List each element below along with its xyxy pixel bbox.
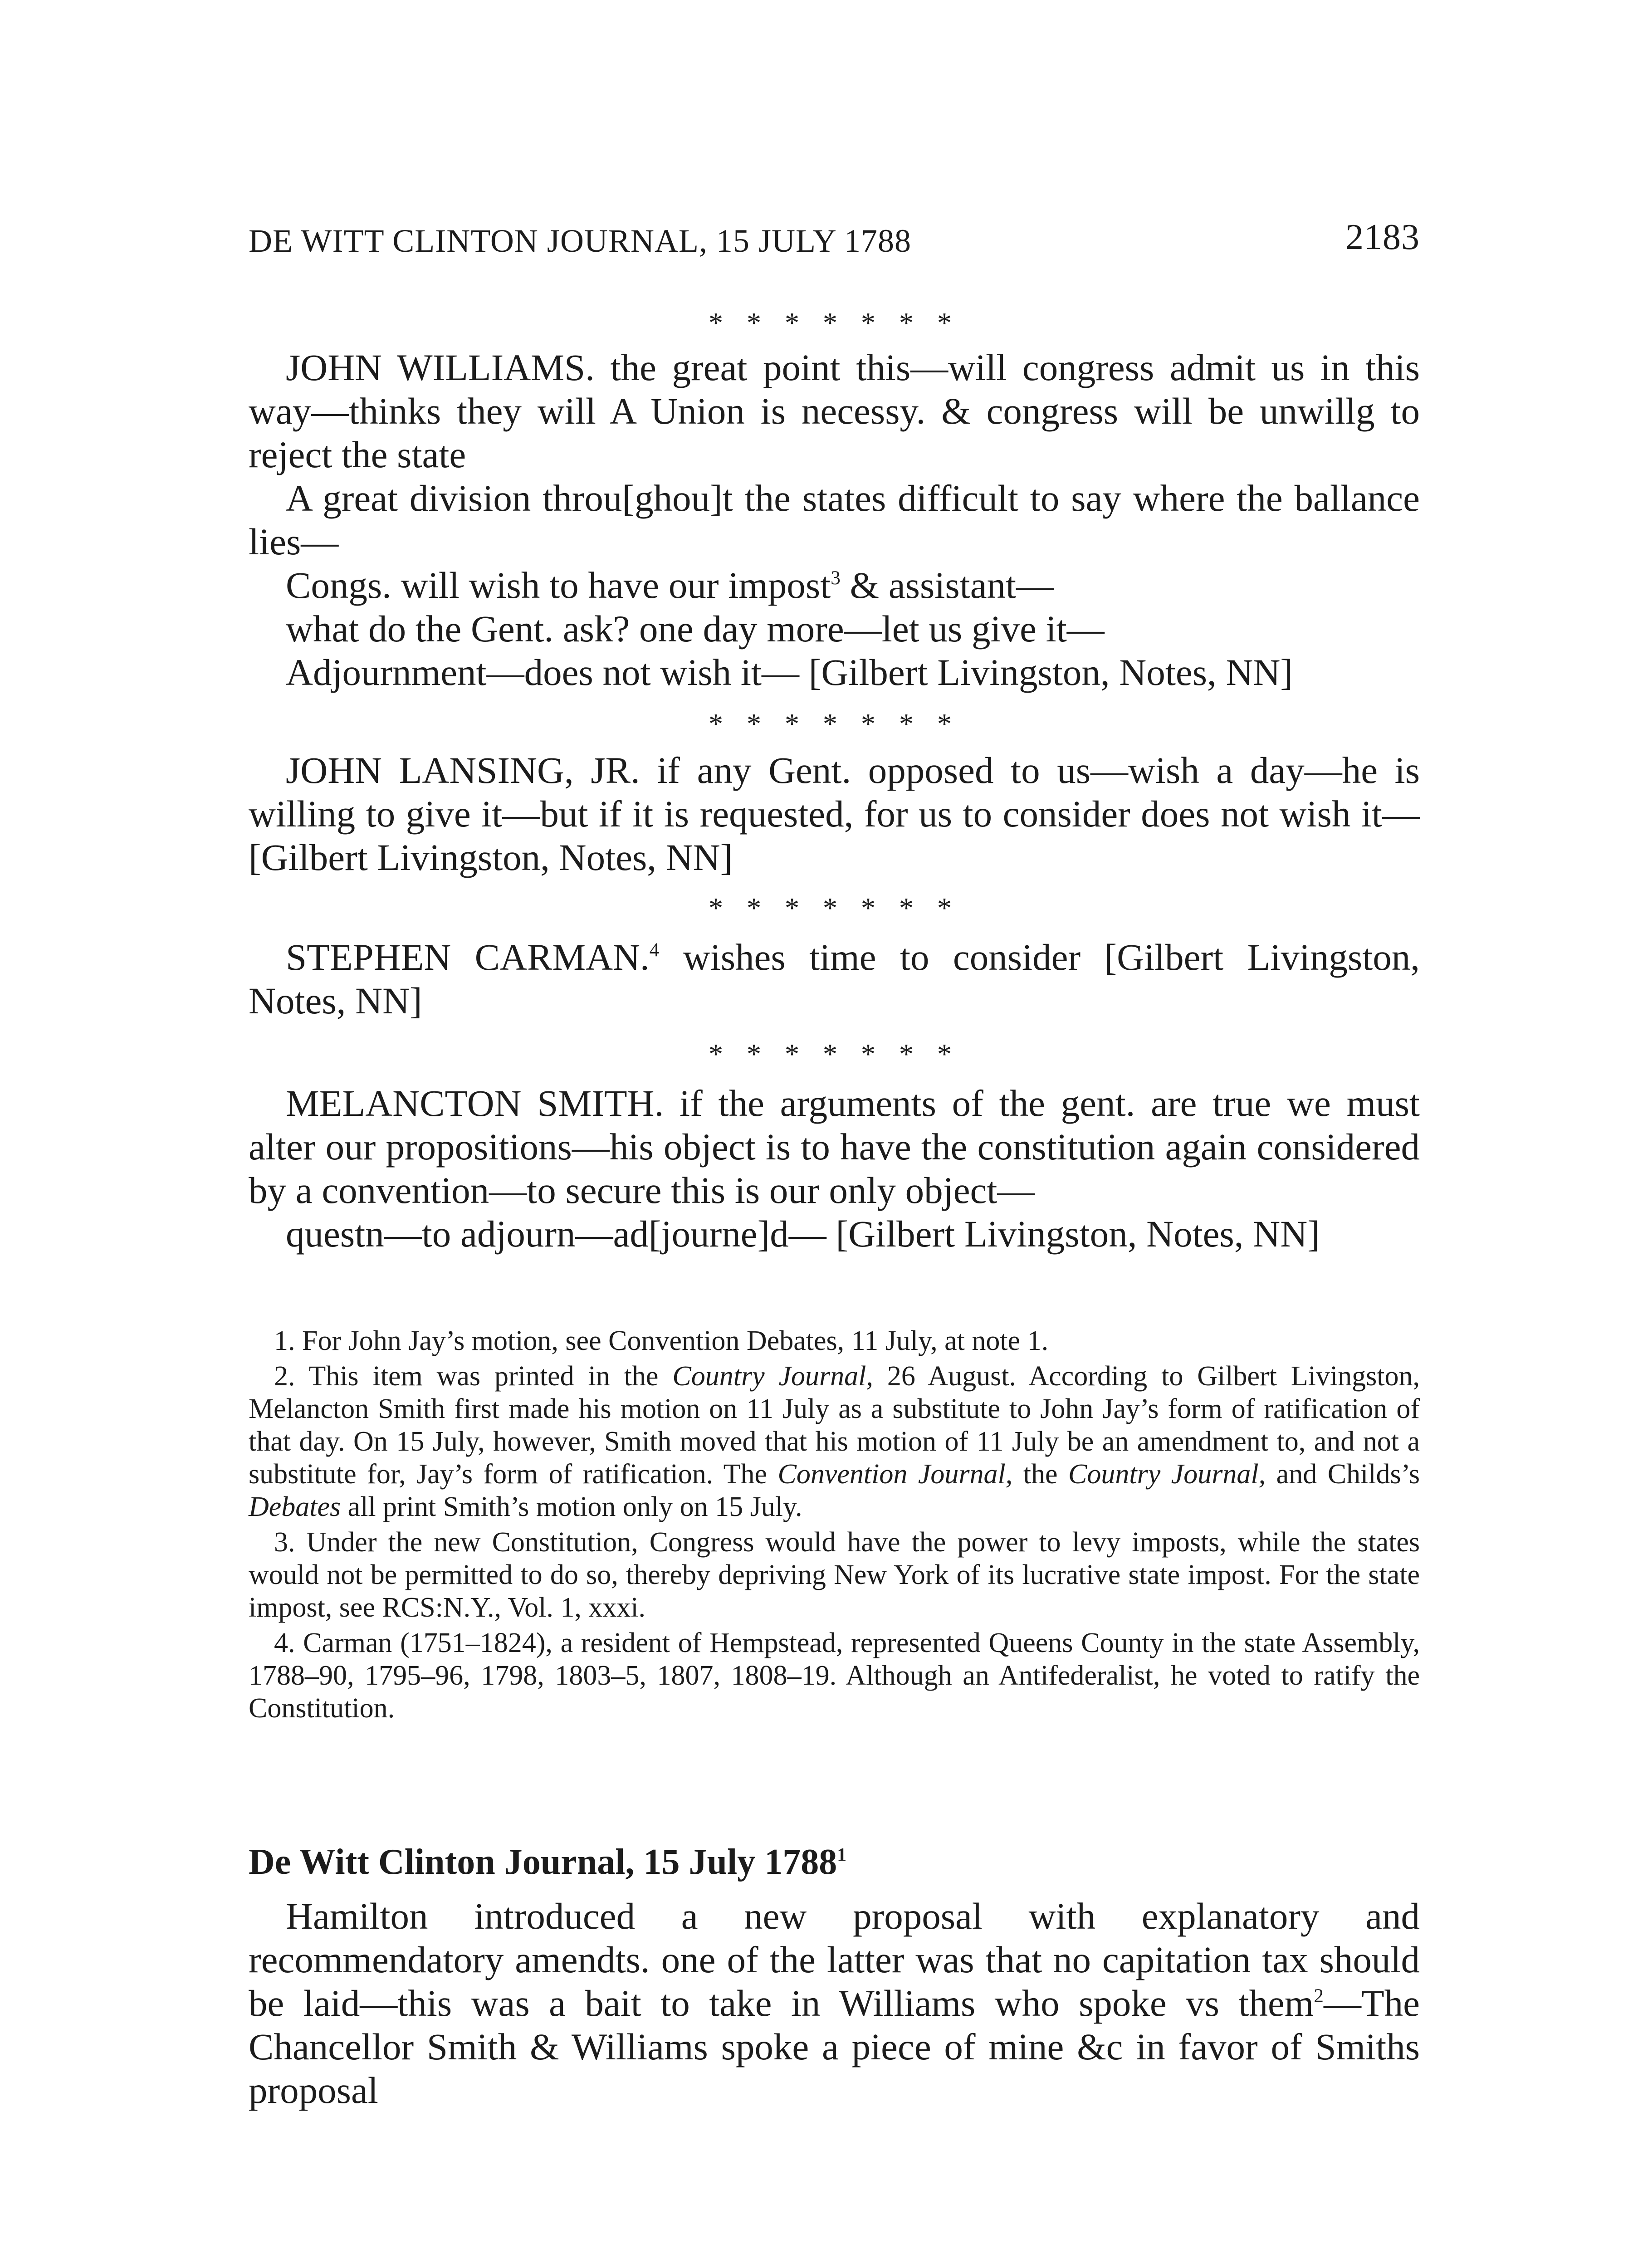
speech-lansing xyxy=(249,748,1420,879)
speech-paragraph xyxy=(249,748,1420,879)
speech-line-text: Congs. will wish to have our impost xyxy=(286,564,831,606)
speech-smith xyxy=(249,1081,1420,1256)
footnote-text: Under the new Constitution, Congress would have the power to levy imposts, while the states would not be permitted to do so, thereby depriving New York of its lucrative state impost. For the state impost, see RCS:N.Y., Vol. 1, xxxi. xyxy=(249,1527,1420,1623)
footnote-ref: 2 xyxy=(1314,1985,1324,2007)
speech-text: the great point this—will congress admit us in this way—thinks they will A Union is necessy. & congress will be unwillg to reject the state xyxy=(249,347,1420,475)
speech-line xyxy=(249,563,1420,607)
speech-text: wishes time to consider [Gilbert Livingston, Notes, NN] xyxy=(249,936,1420,1022)
speech-paragraph xyxy=(249,1081,1420,1212)
speaker-name: JOHN LANSING, JR. xyxy=(286,749,640,791)
speech-paragraph: A great division throu[ghou]t the states difficult to say where the ballance lies— xyxy=(249,477,1420,562)
footnote-text: 26 August. According to Gilbert Livingston, Melancton Smith first made his motion on 11 July as a substitute to John Jay’s form of ratification of that day. On 15 July, however, Smith moved that his motion of 11 July be an amendment to, and not a substitute for, Jay’s form of ratification. The xyxy=(249,1361,1420,1490)
footnote-text: all print Smith’s motion only on 15 July. xyxy=(341,1491,802,1522)
footnote-text: the xyxy=(1012,1459,1069,1490)
journal-title: Country Journal, xyxy=(672,1361,873,1392)
section-title-text: De Witt Clinton Journal, 15 July 1788 xyxy=(249,1842,837,1882)
section-paragraph xyxy=(249,1894,1420,2112)
speech-williams xyxy=(249,346,1420,694)
footnote xyxy=(249,1627,1420,1725)
speech-line: what do the Gent. ask? one day more—let us give it— xyxy=(286,608,1105,650)
footnote-number: 1. xyxy=(274,1325,295,1356)
speaker-name: JOHN WILLIAMS. xyxy=(286,347,595,388)
footnote-number: 3. xyxy=(274,1527,295,1558)
speech-paragraph: questn—to adjourn—ad[journe]d— [Gilbert Livingston, Notes, NN] xyxy=(286,1213,1320,1255)
journal-title: Country Journal, xyxy=(1068,1459,1266,1490)
speech-carman xyxy=(249,935,1420,1022)
footnote-text: This item was printed in the xyxy=(308,1361,673,1392)
footnote-ref: 1 xyxy=(837,1843,846,1865)
footnote-number: 4. xyxy=(274,1628,295,1658)
section-text: Hamilton introduced a new proposal with explanatory and recommendatory amendts. one of the latter was that no capitation tax should be laid—this was a bait to take in Williams who spoke vs them xyxy=(249,1895,1420,2024)
footnote-number: 2. xyxy=(274,1361,295,1392)
footnote-ref: 3 xyxy=(831,567,841,589)
section-title xyxy=(249,1842,1420,1883)
journal-title: Convention Journal, xyxy=(777,1459,1013,1490)
section-separator: * * * * * * * xyxy=(709,307,960,339)
page-header xyxy=(249,213,1420,268)
section-separator: * * * * * * * xyxy=(709,708,960,740)
footnote xyxy=(249,1325,1420,1357)
speech-text: if any Gent. opposed to us—wish a day—he is willing to give it—but if it is requested, for us to consider does not wish it— [Gilbert Livingston, Notes, NN] xyxy=(249,749,1420,878)
footnote xyxy=(249,1526,1420,1624)
footnote xyxy=(249,1360,1420,1523)
section-body xyxy=(249,1894,1420,2112)
speech-line: Adjournment—does not wish it— [Gilbert Livingston, Notes, NN] xyxy=(286,651,1293,693)
footnote-text: Carman (1751–1824), a resident of Hempstead, represented Queens County in the state Assembly, 1788–90, 1795–96, 1798, 1803–5, 1807, 1808–19. Although an Antifederalist, he voted to ratify the Constitution. xyxy=(249,1628,1420,1724)
speech-line-text: & assistant— xyxy=(840,564,1054,606)
speaker-name: STEPHEN CARMAN. xyxy=(286,936,650,978)
footnote-text: and Childs’s xyxy=(1266,1459,1420,1490)
section-separator: * * * * * * * xyxy=(709,1038,960,1070)
section-text: —The Chancellor Smith & Williams spoke a piece of mine &c in favor of Smiths proposal xyxy=(249,1982,1420,2111)
footnote-text: For John Jay’s motion, see Convention Debates, 11 July, at note 1. xyxy=(302,1325,1049,1356)
section-separator: * * * * * * * xyxy=(709,892,960,924)
speech-paragraph xyxy=(249,346,1420,476)
speech-paragraph xyxy=(249,935,1420,1022)
footnotes xyxy=(249,1325,1420,1727)
journal-title: Debates xyxy=(249,1491,341,1522)
footnote-ref: 4 xyxy=(649,939,660,961)
speaker-name: MELANCTON SMITH. xyxy=(286,1082,664,1124)
page-number: 2183 xyxy=(1345,217,1420,257)
speech-text: if the arguments of the gent. are true we must alter our propositions—his object is to have the constitution again considered by a convention—to secure this is our only object— xyxy=(249,1082,1420,1211)
running-head: DE WITT CLINTON JOURNAL, 15 JULY 1788 xyxy=(249,223,912,259)
